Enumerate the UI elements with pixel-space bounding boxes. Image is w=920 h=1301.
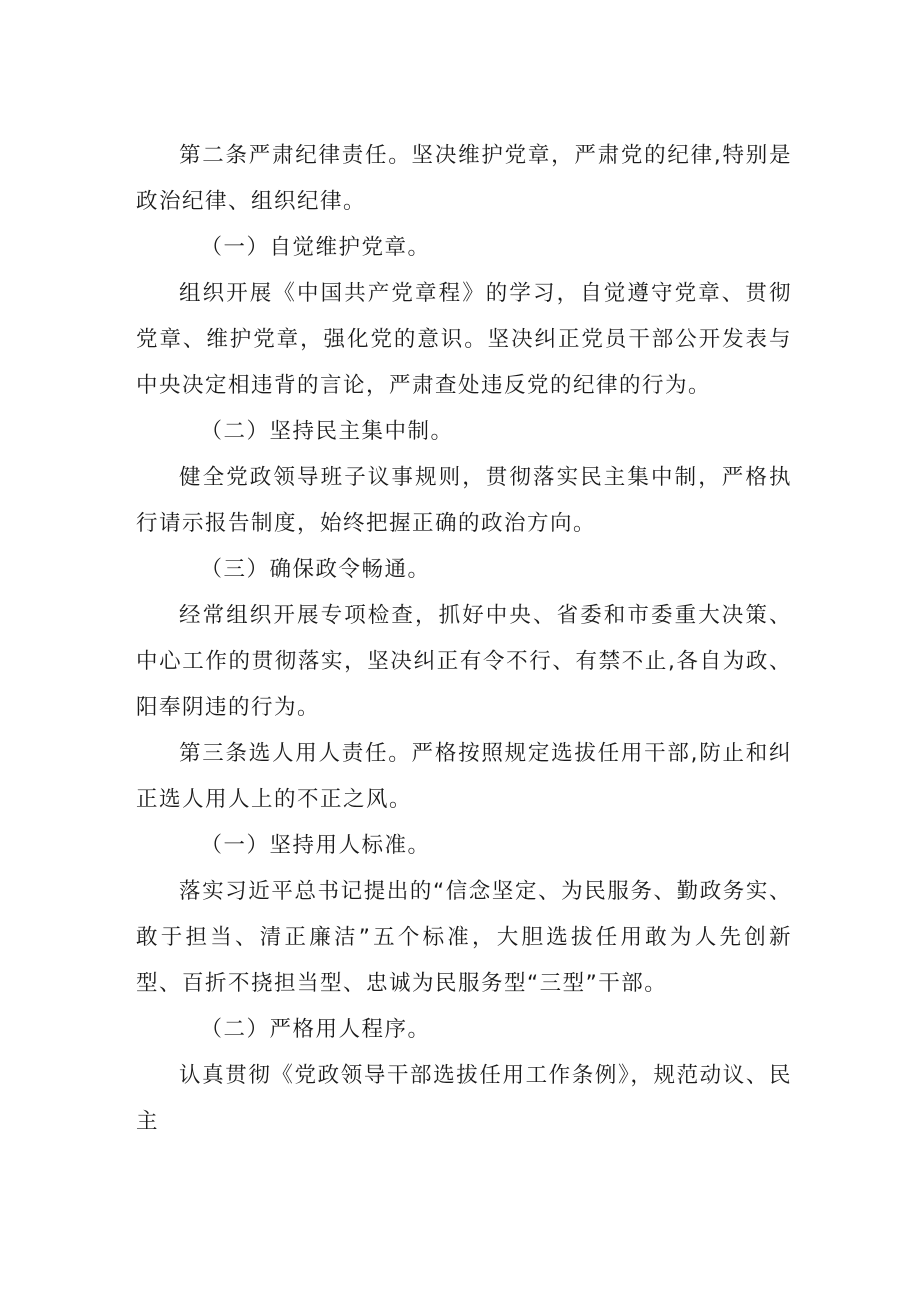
subheading-democratic-centralism: （二）坚持民主集中制。 (200, 419, 454, 444)
subheading-maintain-charter: （一）自觉维护党章。 (200, 235, 431, 260)
paragraph-article-3: 第三条选人用人责任。严格按照规定选拔任用干部,防止和纠正选人用人上的不正之风。 (136, 741, 792, 812)
paragraph-selection-regulations: 认真贯彻《党政领导干部选拔任用工作条例》，规范动议、民主 (136, 1063, 792, 1134)
paragraph-charter-study: 组织开展《中国共产党章程》的学习，自觉遵守党章、贯彻党章、维护党章，强化党的意识。坚决纠正党员干部公开发表与中央决定相违背的言论，严肃查处违反党的纪律的行为。 (136, 281, 792, 398)
paragraph-rules-of-procedure: 健全党政领导班子议事规则，贯彻落实民主集中制，严格执行请示报告制度，始终把握正确的政治方向。 (136, 465, 792, 536)
document-body (136, 133, 792, 1145)
paragraph-special-inspection: 经常组织开展专项检查，抓好中央、省委和市委重大决策、中心工作的贯彻落实，坚决纠正有令不行、有禁不止,各自为政、阳奉阴违的行为。 (136, 603, 792, 720)
paragraph-article-2: 第二条严肃纪律责任。坚决维护党章，严肃党的纪律,特别是政治纪律、组织纪律。 (136, 143, 792, 214)
subheading-ensure-orders: （三）确保政令畅通。 (200, 557, 431, 582)
paragraph-five-standards: 落实习近平总书记提出的“信念坚定、为民服务、勤政务实、敢于担当、清正廉洁”五个标准，大胆选拔任用敢为人先创新型、百折不挠担当型、忠诚为民服务型“三型”干部。 (136, 879, 792, 996)
subheading-employment-procedure: （二）严格用人程序。 (200, 1017, 431, 1042)
subheading-employment-standards: （一）坚持用人标准。 (200, 833, 431, 858)
